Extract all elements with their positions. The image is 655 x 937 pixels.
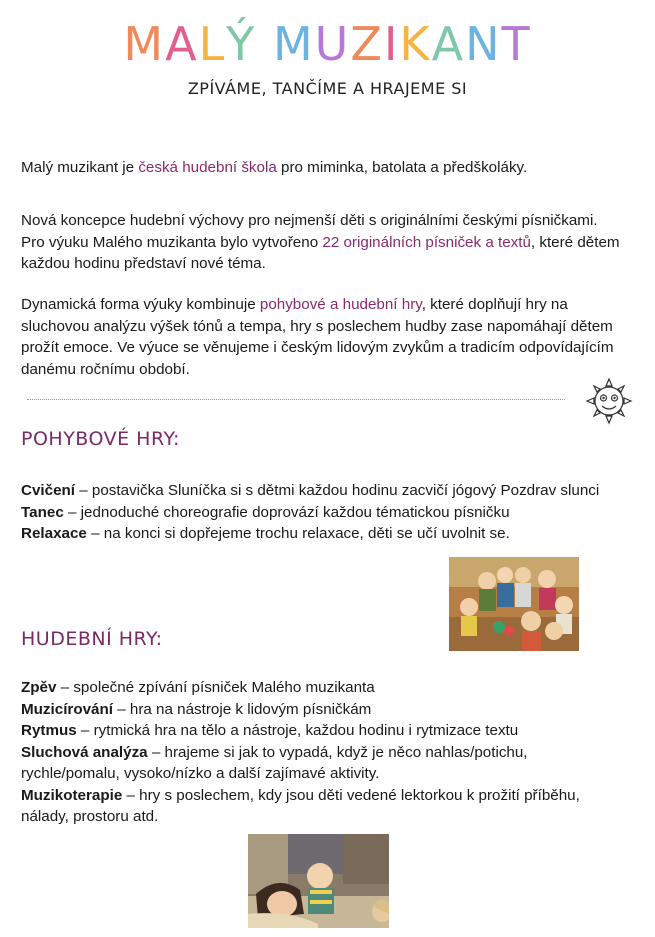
- title-letter: T: [501, 17, 532, 71]
- page-title: [0, 14, 655, 74]
- title-letter: M: [123, 17, 166, 71]
- title-letter: K: [399, 17, 432, 71]
- list-item-text: – společné zpívání písniček Malého muzikanta: [56, 679, 375, 696]
- list-item: [21, 742, 601, 785]
- list-item: [21, 720, 641, 742]
- intro-p1-text-before: Malý muzikant je: [21, 159, 139, 176]
- photo-teacher-child-image: [248, 834, 389, 928]
- list-item-text: – rytmická hra na tělo a nástroje, každou hodinu i rytmizace textu: [76, 722, 519, 739]
- list-item-term: Muzikoterapie: [21, 786, 123, 804]
- title-letter: I: [383, 17, 400, 71]
- title-letter: A: [165, 17, 199, 71]
- photo-teacher-child: [248, 834, 389, 928]
- title-letter: M: [272, 17, 315, 71]
- page-subtitle: ZPÍVÁME, TANČÍME A HRAJEME SI: [187, 79, 468, 98]
- music-games-list: [21, 677, 641, 828]
- photo-children-circle-image: [449, 557, 579, 651]
- title-letter: N: [465, 17, 502, 71]
- intro-p3-text-before: Dynamická forma výuky kombinuje: [21, 296, 260, 313]
- list-item-text: – hrajeme si jak to vypadá, když je něco nahlas/potichu, rychle/pomalu, vysoko/nízko a další zajímavé aktivity.: [21, 743, 528, 782]
- photo-children-circle: [449, 557, 579, 651]
- title-letter: L: [198, 17, 227, 71]
- intro-paragraph-3: [21, 294, 621, 380]
- list-item-term: Rytmus: [21, 722, 77, 739]
- list-item: [21, 677, 641, 699]
- list-item-text: – hra na nástroje k lidovým písničkám: [113, 700, 372, 718]
- list-item-term: Relaxace: [21, 525, 87, 542]
- list-item-text: – jednoduché choreografie doprovází každou tématickou písničku: [63, 503, 510, 521]
- list-item-term: Sluchová analýza: [21, 743, 148, 761]
- list-item: [21, 785, 621, 828]
- intro-p3-text-after: , které doplňují hry na sluchovou analýzu výšek tónů a tempa, hry s poslechem hudby zase napomáhají dětem prožít emoce. Ve výuce se věnujeme i českým lidovým zvykům a tradicím odpovídajícím danému ročnímu období.: [21, 296, 614, 378]
- list-item-text: – postavička Sluníčka si s dětmi každou hodinu zacvičí jógový Pozdrav slunci: [75, 482, 600, 499]
- intro-p3-highlight: pohybové a hudební hry: [259, 296, 422, 313]
- sun-icon: [580, 375, 638, 427]
- heading-music-games: HUDEBNÍ HRY:: [21, 628, 163, 650]
- intro-p1-highlight: česká hudební škola: [138, 159, 277, 176]
- intro-p2-text-before: Nová koncepce hudební výchovy pro nejmenší děti s originálními českými písničkami. Pro výuku Malého muzikanta bylo vytvořeno: [21, 212, 598, 251]
- list-item-text: – hry s poslechem, kdy jsou děti vedené lektorkou k prožití příběhu, nálady, prostoru atd.: [21, 786, 580, 825]
- movement-games-list: [21, 480, 641, 545]
- intro-p1-text-after: pro miminka, batolata a předškoláky.: [276, 159, 528, 176]
- section-divider: [27, 399, 565, 400]
- list-item-term: Cvičení: [21, 482, 76, 499]
- title-letter: U: [314, 17, 351, 71]
- list-item: [21, 523, 641, 545]
- list-item-term: Muzicírování: [21, 700, 113, 718]
- list-item-term: Tanec: [21, 503, 64, 521]
- list-item: [21, 480, 641, 502]
- intro-p2-highlight: 22 originálních písniček a textů: [322, 233, 531, 251]
- heading-movement-games: POHYBOVÉ HRY:: [21, 428, 180, 450]
- intro-paragraph-2: [21, 210, 621, 275]
- list-item-term: Zpěv: [21, 679, 57, 696]
- intro-paragraph-1: [21, 157, 621, 179]
- title-letter: Ý: [226, 17, 257, 71]
- title-letter: [256, 14, 273, 74]
- title-letter: A: [431, 17, 466, 71]
- list-item: [21, 502, 641, 524]
- list-item: [21, 699, 641, 721]
- list-item-text: – na konci si dopřejeme trochu relaxace, děti se učí uvolnit se.: [86, 525, 510, 542]
- intro-p2-text-after: , které dětem každou hodinu představí nové téma.: [21, 233, 620, 272]
- title-letter: Z: [350, 17, 384, 71]
